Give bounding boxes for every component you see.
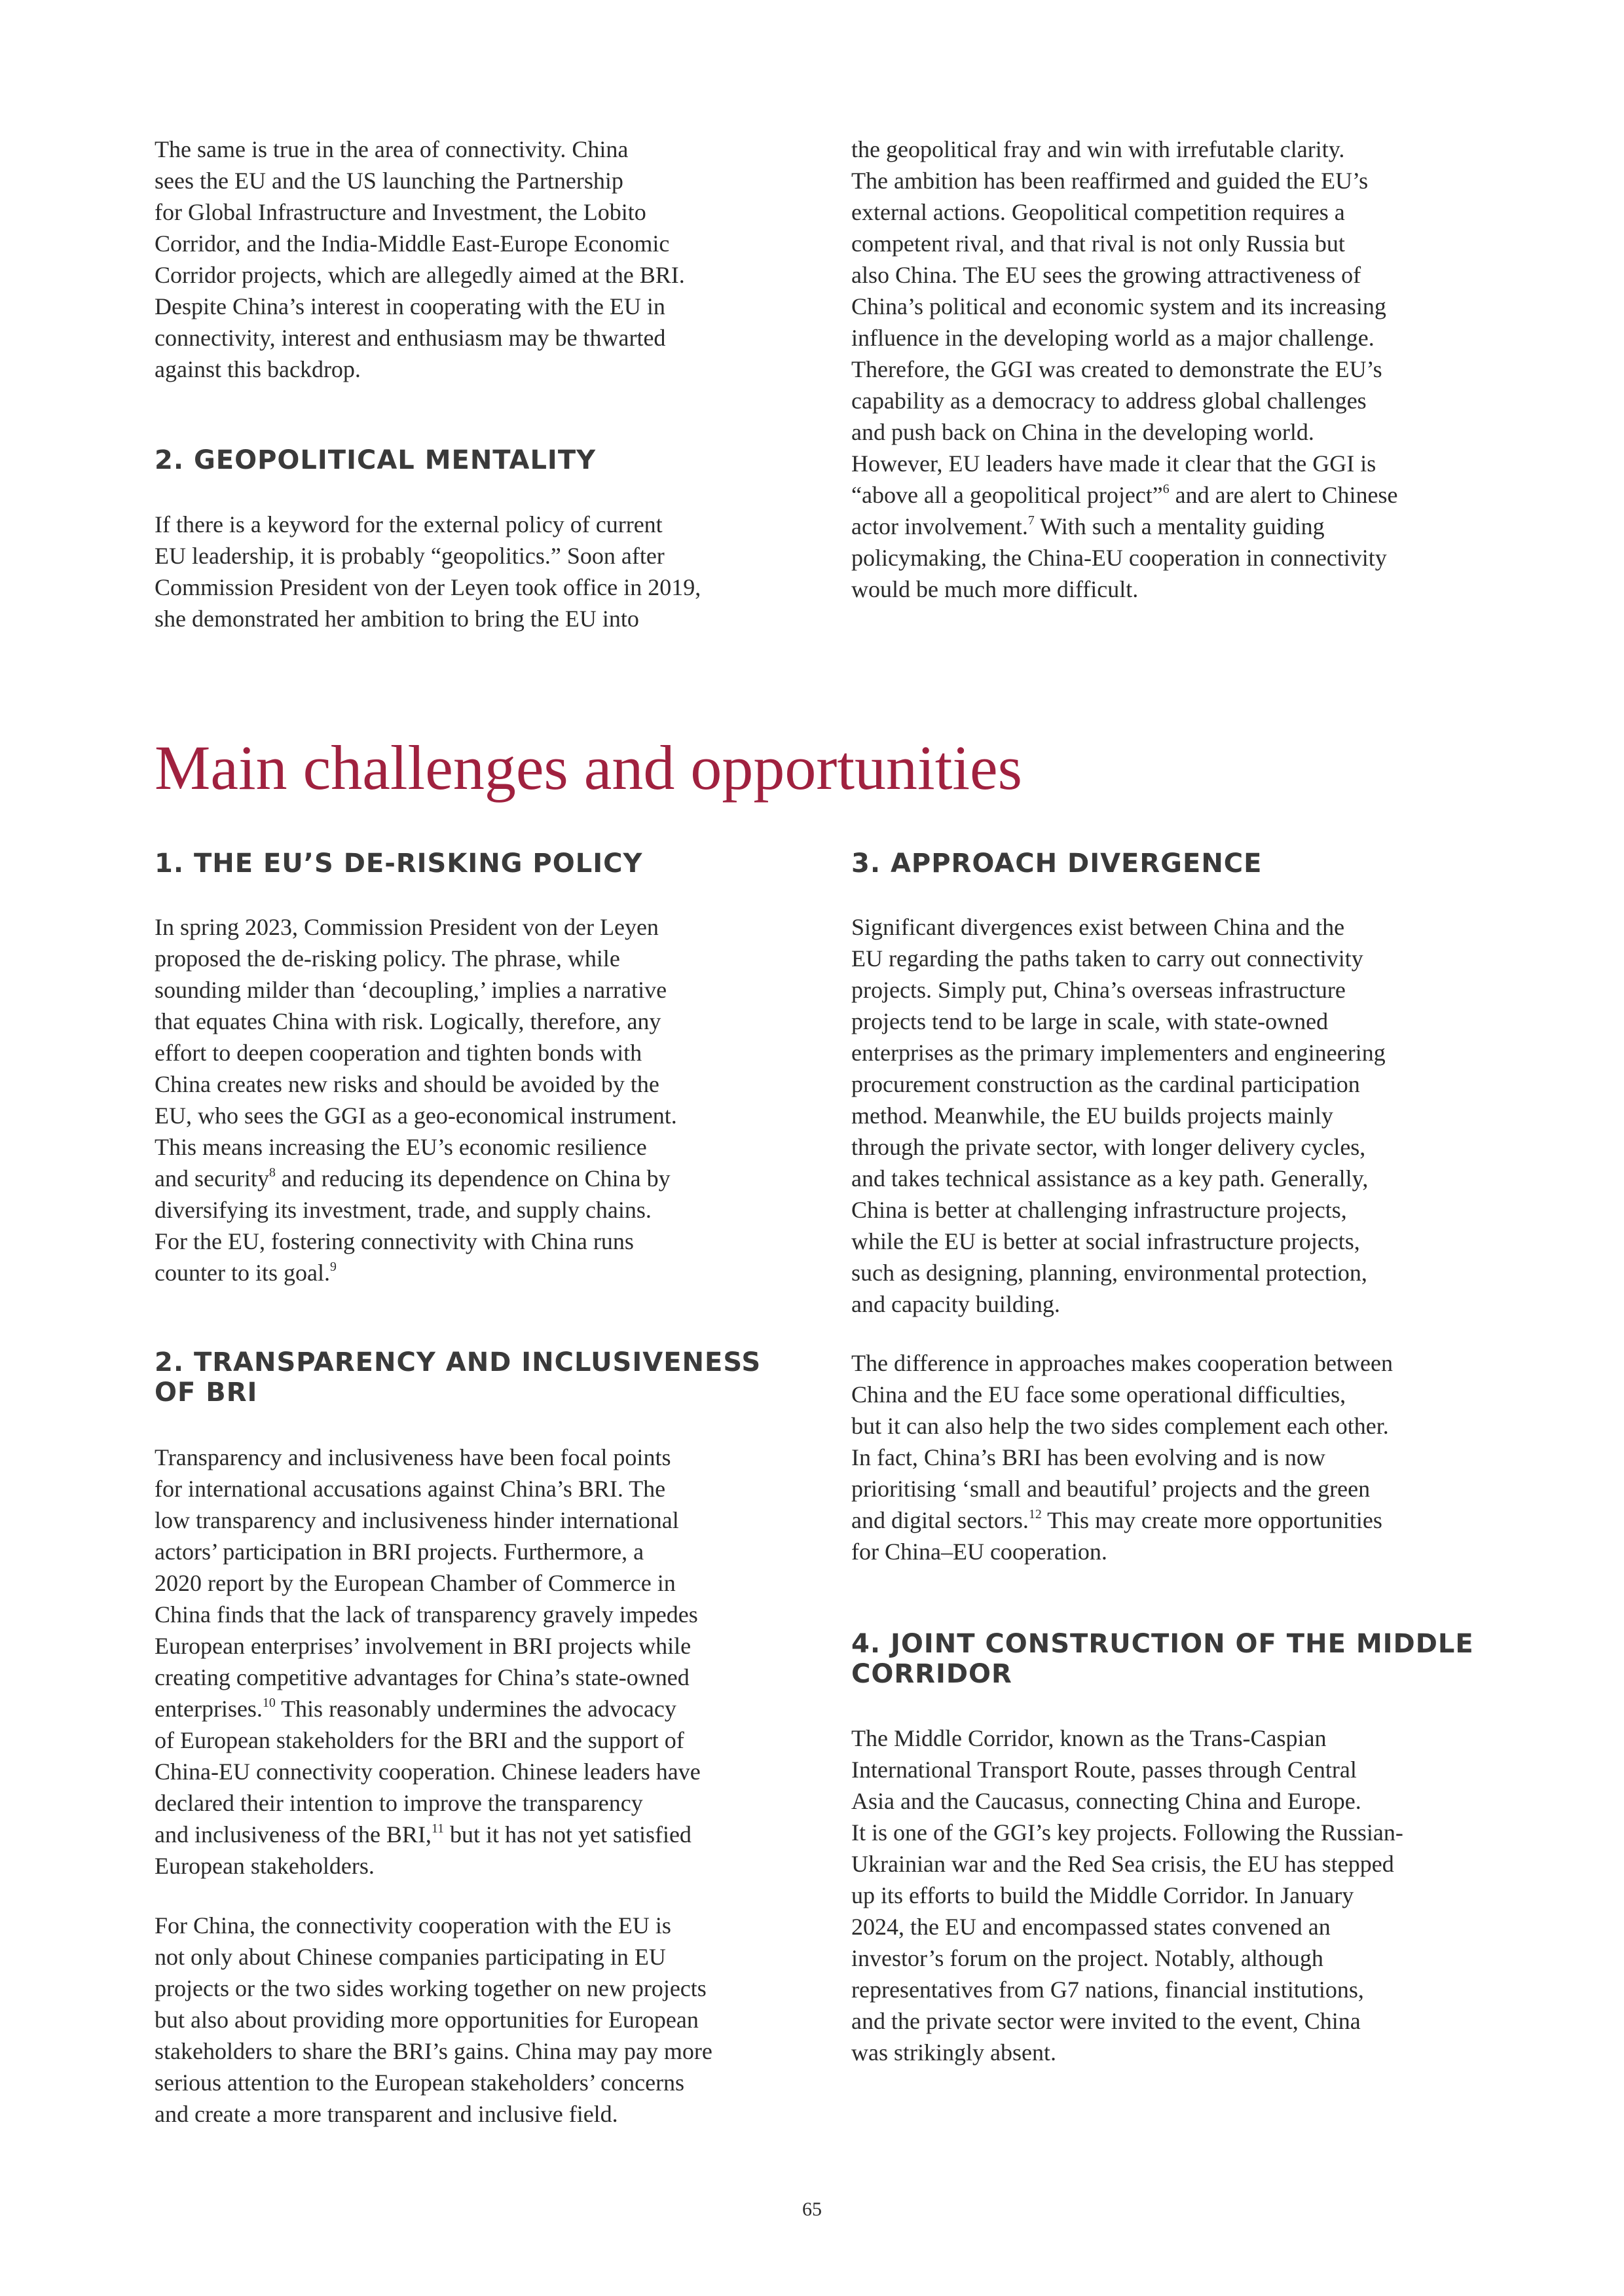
derisking-paragraph: [155, 911, 809, 1288]
text-line: Asia and the Caucasus, connecting China and Europe.: [851, 1788, 1361, 1814]
text-line: If there is a keyword for the external policy of current: [155, 511, 663, 538]
text-line: For China, the connectivity cooperation with the EU is: [155, 1912, 671, 1939]
text-line: sounding milder than ‘decoupling,’ implies a narrative: [155, 977, 667, 1003]
text-line: not only about Chinese companies participating in EU: [155, 1944, 666, 1970]
text-line: such as designing, planning, environmental protection,: [851, 1260, 1367, 1286]
text-line: capability as a democracy to address global challenges: [851, 388, 1367, 414]
text-fragment: “above all a geopolitical project”: [851, 482, 1163, 508]
text-line: European stakeholders.: [155, 1853, 375, 1879]
text-line: she demonstrated her ambition to bring the EU into: [155, 606, 639, 632]
text-fragment: but it has not yet satisfied: [443, 1821, 692, 1848]
text-line: EU, who sees the GGI as a geo-economical instrument.: [155, 1102, 677, 1129]
text-line: and the private sector were invited to the event, China: [851, 2008, 1361, 2034]
text-line: representatives from G7 nations, financial institutions,: [851, 1977, 1364, 2003]
text-line: prioritising ‘small and beautiful’ projects and the green: [851, 1476, 1371, 1502]
divergence-paragraph: [851, 911, 1519, 1320]
text-line: for China–EU cooperation.: [851, 1539, 1107, 1565]
divergence-paragraph-2: [851, 1347, 1519, 1567]
text-line: procurement construction as the cardinal participation: [851, 1071, 1360, 1097]
text-line: was strikingly absent.: [851, 2039, 1056, 2066]
text-line: The difference in approaches makes cooperation between: [851, 1350, 1393, 1376]
divergence-heading: 3. APPROACH DIVERGENCE: [851, 848, 1263, 879]
text-line: However, EU leaders have made it clear that the GGI is: [851, 450, 1376, 477]
text-line: would be much more difficult.: [851, 576, 1139, 602]
text-line: For the EU, fostering connectivity with China runs: [155, 1228, 634, 1254]
text-line: also China. The EU sees the growing attractiveness of: [851, 262, 1361, 288]
text-line: influence in the developing world as a major challenge.: [851, 325, 1375, 351]
text-line: The ambition has been reaffirmed and guided the EU’s: [851, 168, 1369, 194]
text-line: the geopolitical fray and win with irrefutable clarity.: [851, 136, 1345, 162]
heading-line: CORRIDOR: [851, 1659, 1012, 1689]
text-line: EU regarding the paths taken to carry out connectivity: [851, 945, 1363, 972]
text-line: serious attention to the European stakeholders’ concerns: [155, 2069, 685, 2096]
text-line: external actions. Geopolitical competition requires a: [851, 199, 1345, 225]
text-line: In fact, China’s BRI has been evolving and is now: [851, 1444, 1325, 1470]
text-line: [851, 511, 1519, 542]
text-line: but also about providing more opportunities for European: [155, 2007, 699, 2033]
text-line: for international accusations against China’s BRI. The: [155, 1476, 666, 1502]
text-fragment: and inclusiveness of the BRI,: [155, 1821, 432, 1848]
text-line: China-EU connectivity cooperation. Chinese leaders have: [155, 1758, 701, 1785]
text-line: projects tend to be large in scale, with state-owned: [851, 1008, 1329, 1034]
section-title: Main challenges and opportunities: [155, 733, 1023, 803]
text-line: while the EU is better at social infrastructure projects,: [851, 1228, 1360, 1254]
text-line: This means increasing the EU’s economic resilience: [155, 1134, 647, 1160]
heading-line: 4. JOINT CONSTRUCTION OF THE MIDDLE: [851, 1629, 1474, 1659]
text-line: China is better at challenging infrastructure projects,: [851, 1197, 1347, 1223]
middle-corridor-heading: [851, 1629, 1519, 1689]
text-line: and create a more transparent and inclusive field.: [155, 2101, 618, 2127]
text-line: and capacity building.: [851, 1291, 1060, 1317]
text-line: competent rival, and that rival is not only Russia but: [851, 230, 1345, 257]
transparency-paragraph: [155, 1442, 809, 1882]
transparency-heading: [155, 1347, 809, 1408]
text-line: method. Meanwhile, the EU builds projects mainly: [851, 1102, 1333, 1129]
text-line: investor’s forum on the project. Notably, although: [851, 1945, 1323, 1971]
text-fragment: This reasonably undermines the advocacy: [275, 1696, 676, 1722]
text-fragment: This may create more opportunities: [1041, 1507, 1382, 1533]
text-line: It is one of the GGI’s key projects. Following the Russian-: [851, 1819, 1403, 1846]
footnote-ref-6[interactable]: 6: [1162, 482, 1170, 497]
text-line: Transparency and inclusiveness have been focal points: [155, 1444, 671, 1470]
text-line: creating competitive advantages for China’s state-owned: [155, 1664, 690, 1690]
text-line: Despite China’s interest in cooperating with the EU in: [155, 293, 665, 319]
text-line: [851, 1504, 1519, 1536]
text-line: projects or the two sides working together on new projects: [155, 1975, 707, 2001]
text-line: policymaking, the China-EU cooperation in connectivity: [851, 545, 1387, 571]
text-line: The Middle Corridor, known as the Trans-Caspian: [851, 1725, 1327, 1751]
text-line: sees the EU and the US launching the Partnership: [155, 168, 623, 194]
footnote-ref-9[interactable]: 9: [329, 1260, 337, 1275]
text-line: up its efforts to build the Middle Corridor. In January: [851, 1882, 1354, 1908]
heading-line: 2. TRANSPARENCY AND INCLUSIVENESS: [155, 1347, 762, 1377]
text-line: [155, 1693, 809, 1724]
text-fragment: and reducing its dependence on China by: [275, 1165, 671, 1192]
footnote-ref-10[interactable]: 10: [262, 1696, 276, 1711]
text-line: enterprises as the primary implementers and engineering: [851, 1040, 1386, 1066]
text-line: China finds that the lack of transparency gravely impedes: [155, 1601, 698, 1628]
text-line: against this backdrop.: [155, 356, 361, 382]
text-line: of European stakeholders for the BRI and the support of: [155, 1727, 684, 1753]
geopolitical-paragraph: [155, 509, 809, 634]
middle-corridor-paragraph: [851, 1722, 1519, 2068]
text-line: connectivity, interest and enthusiasm may be thwarted: [155, 325, 666, 351]
text-fragment: and digital sectors.: [851, 1507, 1029, 1533]
text-line: The same is true in the area of connectivity. China: [155, 136, 629, 162]
text-fragment: With such a mentality guiding: [1034, 513, 1325, 539]
text-line: declared their intention to improve the transparency: [155, 1790, 643, 1816]
text-line: but it can also help the two sides complement each other.: [851, 1413, 1389, 1439]
text-line: Corridor, and the India-Middle East-Europe Economic: [155, 230, 670, 257]
text-line: Corridor projects, which are allegedly aimed at the BRI.: [155, 262, 685, 288]
text-line: China’s political and economic system and its increasing: [851, 293, 1386, 319]
text-line: 2024, the EU and encompassed states convened an: [851, 1914, 1331, 1940]
text-line: that equates China with risk. Logically, therefore, any: [155, 1008, 661, 1034]
footnote-ref-11[interactable]: 11: [431, 1821, 444, 1836]
text-line: Significant divergences exist between China and the: [851, 914, 1345, 940]
text-line: proposed the de-risking policy. The phrase, while: [155, 945, 620, 972]
text-line: European enterprises’ involvement in BRI projects while: [155, 1633, 692, 1659]
text-line: Commission President von der Leyen took office in 2019,: [155, 574, 701, 600]
text-line: 2020 report by the European Chamber of Commerce in: [155, 1570, 676, 1596]
page-number: 65: [802, 2198, 822, 2220]
text-line: for Global Infrastructure and Investment, the Lobito: [155, 199, 646, 225]
text-fragment: enterprises.: [155, 1696, 263, 1722]
text-line: diversifying its investment, trade, and supply chains.: [155, 1197, 652, 1223]
text-fragment: actor involvement.: [851, 513, 1028, 539]
text-line: Therefore, the GGI was created to demonstrate the EU’s: [851, 356, 1382, 382]
text-line: China and the EU face some operational difficulties,: [851, 1381, 1346, 1408]
text-line: EU leadership, it is probably “geopolitics.” Soon after: [155, 543, 665, 569]
text-fragment: and security: [155, 1165, 269, 1192]
text-line: International Transport Route, passes through Central: [851, 1757, 1357, 1783]
text-line: [155, 1257, 809, 1288]
footnote-ref-7[interactable]: 7: [1027, 513, 1035, 528]
text-line: actors’ participation in BRI projects. Furthermore, a: [155, 1539, 644, 1565]
text-line: In spring 2023, Commission President von der Leyen: [155, 914, 659, 940]
text-fragment: and are alert to Chinese: [1169, 482, 1398, 508]
text-line: through the private sector, with longer delivery cycles,: [851, 1134, 1366, 1160]
text-line: [851, 479, 1519, 511]
text-fragment: counter to its goal.: [155, 1260, 330, 1286]
intro-left-paragraph: [155, 134, 809, 385]
text-line: projects. Simply put, China’s overseas infrastructure: [851, 977, 1346, 1003]
text-line: Ukrainian war and the Red Sea crisis, the EU has stepped: [851, 1851, 1394, 1877]
heading-line: OF BRI: [155, 1377, 258, 1408]
text-line: China creates new risks and should be avoided by the: [155, 1071, 659, 1097]
footnote-ref-12[interactable]: 12: [1028, 1507, 1042, 1522]
derisking-heading: 1. THE EU’S DE-RISKING POLICY: [155, 848, 643, 879]
text-line: low transparency and inclusiveness hinder international: [155, 1507, 679, 1533]
text-line: [155, 1819, 809, 1850]
footnote-ref-8[interactable]: 8: [268, 1165, 276, 1180]
transparency-paragraph-2: [155, 1910, 809, 2130]
geopolitical-heading: 2. GEOPOLITICAL MENTALITY: [155, 445, 597, 475]
text-line: stakeholders to share the BRI’s gains. China may pay more: [155, 2038, 712, 2064]
intro-right-paragraph: [851, 134, 1519, 605]
text-line: effort to deepen cooperation and tighten bonds with: [155, 1040, 642, 1066]
text-line: [155, 1163, 809, 1194]
text-line: and push back on China in the developing world.: [851, 419, 1314, 445]
text-line: and takes technical assistance as a key path. Generally,: [851, 1165, 1369, 1192]
